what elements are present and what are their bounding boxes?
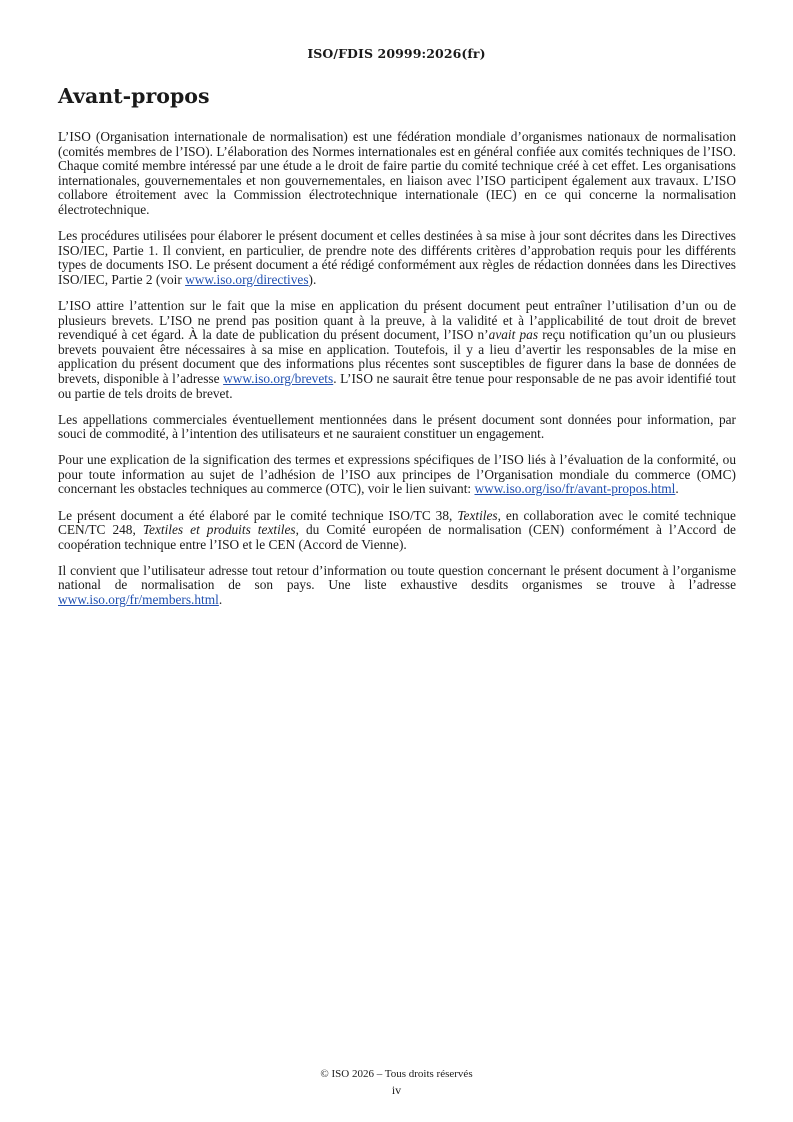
- paragraph-text: reçu notification qu’un ou plusieurs brevets pouvaient être nécessaires à sa mise en application. Toutefois, il y a lieu d’avertir les responsables de la mise en application du présent document que des informations plus récentes sont susceptibles de figurer dans la base de données de brevets, disponible à l’adresse: [58, 327, 737, 386]
- emphasis-text: Textiles et produits textiles: [142, 522, 296, 538]
- paragraph-text: .: [675, 481, 679, 497]
- link-brevets[interactable]: www.iso.org/brevets: [223, 370, 334, 386]
- paragraph-feedback: [58, 564, 736, 608]
- paragraph-text: .: [218, 592, 223, 608]
- emphasis-text: Textiles: [457, 507, 498, 523]
- page-number: iv: [391, 1083, 402, 1097]
- paragraph-text: . L’ISO ne saurait être tenue pour responsable de ne pas avoir identifié tout ou partie de tels droits de brevet.: [58, 370, 736, 401]
- paragraph-text: L’ISO (Organisation internationale de normalisation) est une fédération mondiale d’organismes nationaux de normalisation (comités membres de l’ISO). L’élaboration des Normes internationales est en général confiée aux comités techniques de l’ISO. Chaque comité membre intéressé par une étude a le droit de faire partie du comité technique créé à cet effet. Les organisations internationales, gouvernementales et non gouvernementales, en liaison avec l’ISO participent également aux travaux. L’ISO collabore étroitement avec la Commission électrotechnique internationale (IEC) en ce qui concerne la normalisation électrotechnique.: [58, 129, 736, 217]
- emphasis-text: avait pas: [488, 327, 539, 343]
- link-members[interactable]: www.iso.org/fr/members.html: [58, 592, 219, 608]
- document-header: ISO/FDIS 20999:2026(fr): [307, 46, 486, 61]
- paragraph-text: Les appellations commerciales éventuellement mentionnées dans le présent document sont données pour information, par souci de commodité, à l’intention des utilisateurs et ne sauraient constituer un engagement.: [58, 411, 736, 442]
- paragraph-text: Les procédures utilisées pour élaborer le présent document et celles destinées à sa mise à jour sont décrites dans les Directives ISO/IEC, Partie 1. Il convient, en particulier, de prendre note des différents critères d’approbation requis pour les différents types de documents ISO. Le présent document a été rédigé conformément aux règles de rédaction données dans les Directives ISO/IEC, Partie 2 (voir: [58, 228, 736, 287]
- copyright-notice: © ISO 2026 – Tous droits réservés: [320, 1068, 473, 1080]
- paragraph-conformity: [58, 453, 736, 497]
- paragraph-text: Le présent document a été élaboré par le comité technique ISO/TC 38,: [58, 507, 458, 523]
- paragraph-text: ).: [308, 271, 317, 287]
- paragraph-text: L’ISO attire l’attention sur le fait que la mise en application du présent document peut entraîner l’utilisation d’un ou de plusieurs brevets. L’ISO ne prend pas position quant à la preuve, à la validité et à l’applicabilité de tout droit de brevet revendiqué à cet égard. À la date de publication du présent document, l’ISO n’: [58, 297, 736, 343]
- paragraph-text: , du Comité européen de normalisation (CEN) conformément à l’Accord de coopération technique entre l’ISO et le CEN (Accord de Vienne).: [58, 522, 736, 552]
- paragraph-iso-intro: [58, 130, 736, 218]
- link-avant-propos[interactable]: www.iso.org/iso/fr/avant-propos.html: [474, 481, 676, 497]
- paragraph-text: Pour une explication de la signification des termes et expressions spécifiques de l’ISO liés à l’évaluation de la conformité, ou pour toute information au sujet de l’adhésion de l’ISO aux principes de l’Organisation mondiale du commerce (OMC) concernant les obstacles techniques au commerce (OTC), voir le lien suivant:: [58, 452, 736, 497]
- paragraph-patents: [58, 299, 736, 401]
- page-title: Avant-propos: [58, 84, 210, 108]
- page-footer: [0, 1066, 793, 1098]
- link-directives[interactable]: www.iso.org/directives: [185, 271, 309, 287]
- paragraph-trade-names: [58, 413, 736, 442]
- paragraph-procedures: [58, 229, 736, 287]
- foreword-body: [58, 130, 736, 619]
- paragraph-text: , en collaboration avec le comité technique CEN/TC 248,: [58, 507, 736, 538]
- paragraph-committee: [58, 509, 736, 553]
- paragraph-text: Il convient que l’utilisateur adresse tout retour d’information ou toute question concernant le présent document à l’organisme national de normalisation de son pays. Une liste exhaustive desdits organismes se trouve à l’adresse: [58, 562, 736, 593]
